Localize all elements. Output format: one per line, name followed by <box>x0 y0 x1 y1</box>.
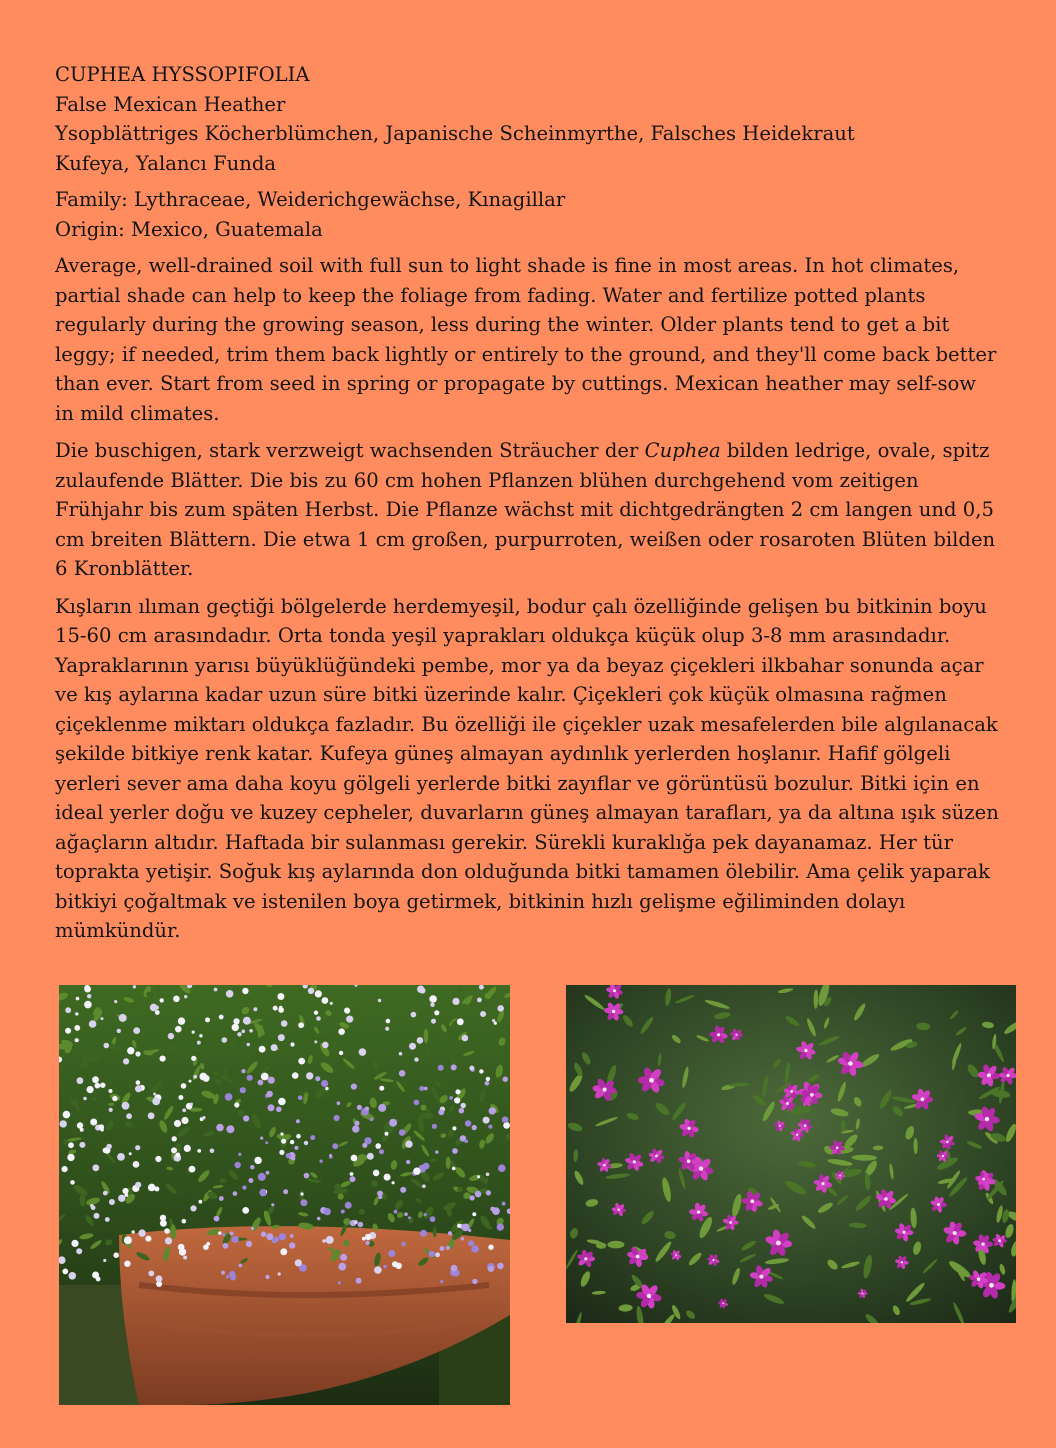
german-text <box>55 436 1000 584</box>
turkish-names: Kufeya, Yalancı Funda <box>55 151 277 175</box>
origin: Origin: Mexico, Guatemala <box>55 217 323 241</box>
german-text-end: bilden ledrige, ovale, spitz zulaufende Blätter. Die bis zu 60 cm hohen Pflanzen blühen durchgehend vom zeitigen Frühjahr bis zum späten Herbst. Die Pflanze wächst mit dichtgedrängten 2 cm langen und 0,5 cm breiten Blättern. Die etwa 1 cm großen, purpurroten, weißen oder rosaroten Blüten bilden 6 Kronblätter. <box>55 439 996 580</box>
english-paragraph <box>55 251 1000 428</box>
german-text-start: Die buschigen, stark verzweigt wachsenden Sträucher der <box>55 439 645 462</box>
turkish-text: Kışların ılıman geçtiği bölgelerde herdemyeşil, bodur çalı özelliğinde gelişen bu bitkinin boyu 15-60 cm arasındadır. Orta tonda yeşil yaprakları oldukça küçük olup 3-8 mm arasındadır. Yapraklarının yarısı büyüklüğündeki pembe, mor ya da beyaz çiçekleri ilkbahar sonunda açar ve kış aylarına kadar uzun süre bitki üzerinde kalır. Çiçekleri çok küçük olmasına rağmen çiçeklenme miktarı oldukça fazladır. Bu özelliği ile çiçekler uzak mesafelerden bile algılanacak şekilde bitkiye renk katar. Kufeya güneş almayan aydınlık yerlerden hoşlanır. Hafif gölgeli yerleri sever ama daha koyu gölgeli yerlerde bitki zayıflar ve görüntüsü bozulur. Bitki için en ideal yerler doğu ve kuzey cepheler, duvarların güneş almayan tarafları, ya da altına ışık süzen ağaçların altıdır. Haftada bir sulanması gerekir. Sürekli kuraklığa pek dayanamaz. Her tür toprakta yetişir. Soğuk kış aylarında don olduğunda bitki tamamen ölebilir. Ama çelik yaparak bitkiyi çoğaltmak ve istenilen boya getirmek, bitkinin hızlı gelişme eğiliminden dolayı mümkündür. <box>55 594 999 942</box>
plant-meta <box>55 185 1000 244</box>
pink-cuphea-flowers-photo <box>566 985 1016 1323</box>
plant-names <box>55 60 1000 178</box>
german-genus-italic: Cuphea <box>644 439 721 462</box>
family: Family: Lythraceae, Weiderichgewächse, Kınagillar <box>55 188 566 211</box>
english-text: Average, well-drained soil with full sun to light shade is fine in most areas. In hot climates, partial shade can help to keep the foliage from fading. Water and fertilize potted plants regularly during the growing season, less during the winter. Older plants tend to get a bit leggy; if needed, trim them back lightly or entirely to the ground, and they'll come back better than ever. Start from seed in spring or propagate by cuttings. Mexican heather may self-sow in mild climates. <box>55 254 997 425</box>
latin-name: CUPHEA HYSSOPIFOLIA <box>55 63 310 86</box>
potted-mexican-heather-photo <box>59 985 510 1405</box>
turkish-paragraph <box>55 592 1000 946</box>
document-body <box>55 60 1000 954</box>
german-paragraph <box>55 436 1000 584</box>
photo-right-illustration <box>566 985 1016 1323</box>
photo-left-illustration <box>59 985 510 1405</box>
german-names: Ysopblättriges Köcherblümchen, Japanische Scheinmyrthe, Falsches Heidekraut <box>55 122 855 145</box>
english-name: False Mexican Heather <box>55 92 286 116</box>
